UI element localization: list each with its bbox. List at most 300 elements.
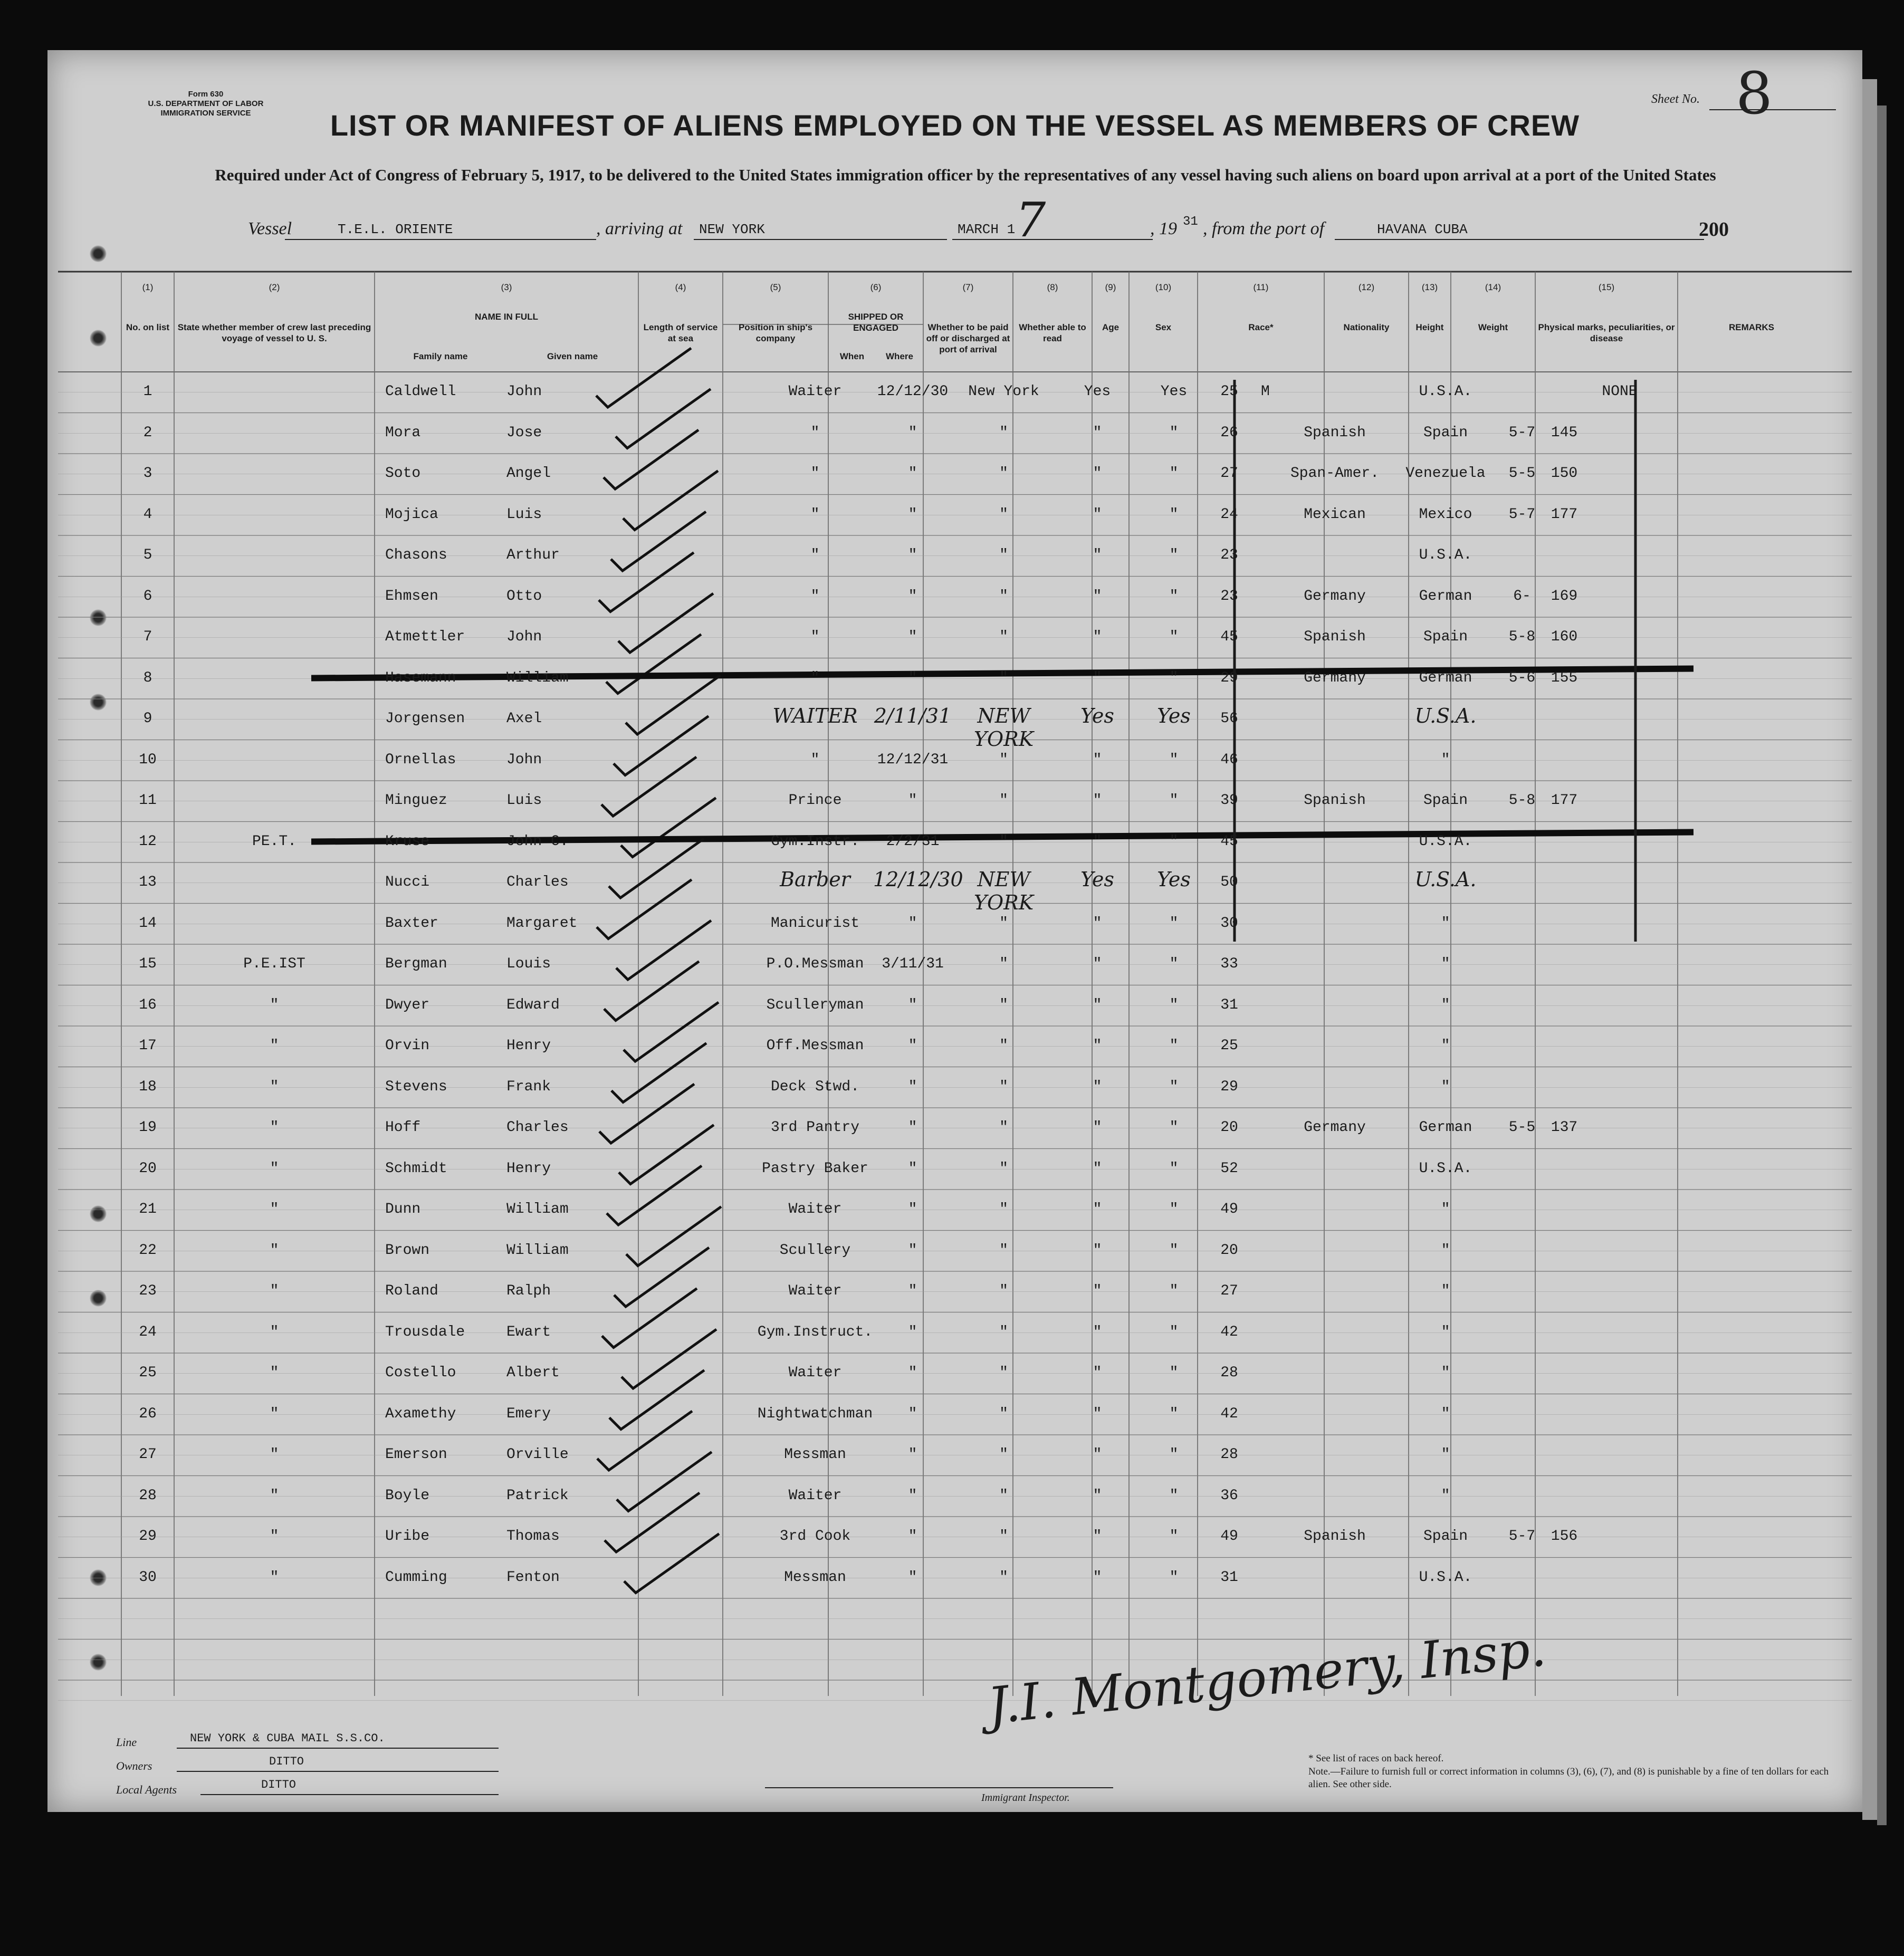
row-nationality: U.S.A. [1419,833,1472,850]
row-given: Charles [506,874,569,890]
row-no: 21 [139,1201,157,1217]
row-read: " [1169,1038,1179,1054]
row-age: 20 [1220,1119,1238,1136]
row-position: Messman [784,1569,846,1586]
row-weight: 177 [1551,506,1578,523]
row-race: Mexican [1304,506,1366,523]
row-family: Caldwell [385,383,456,400]
row-no: 12 [139,833,157,850]
row-age: 27 [1220,465,1238,482]
column-header: Physical marks, peculiarities, or disease [1538,322,1675,343]
row-no: 19 [139,1119,157,1136]
row-where: " [999,1365,1008,1381]
column-header: Weight [1478,322,1508,332]
row-where: " [999,956,1008,972]
row-age: 33 [1220,956,1238,972]
row-nationality: Spain [1423,792,1468,809]
row-no: 6 [143,588,152,605]
row-position: Messman [784,1446,846,1463]
row-read: " [1169,1242,1179,1259]
row-age: 29 [1220,669,1238,686]
row-paid: " [1093,1160,1102,1177]
column-number: (9) [1105,282,1116,292]
row-prev: " [270,1569,279,1586]
row-read: " [1169,629,1179,645]
row-prev: " [270,1160,279,1177]
column-number: (14) [1485,282,1501,292]
row-family: Nucci [385,874,430,890]
row-no: 17 [139,1038,157,1054]
row-read: " [1169,1201,1179,1217]
back-page-edge-2 [1877,106,1887,1825]
row-paid: " [1093,996,1102,1013]
row-age: 23 [1220,547,1238,563]
row-given: John C. [506,833,569,850]
row-given: Ralph [506,1283,551,1299]
row-read: " [1169,1283,1179,1299]
row-family: Chasons [385,547,447,563]
row-read: " [1169,956,1179,972]
page-title: LIST OR MANIFEST OF ALIENS EMPLOYED ON THE VESSEL AS MEMBERS OF CREW [330,109,1580,142]
row-family: Kruse [385,833,430,850]
row-read: " [1169,506,1179,523]
row-family: Orvin [385,1038,430,1054]
row-where: " [999,465,1008,482]
row-nationality: " [1441,1446,1450,1463]
row-nationality: U.S.A. [1419,1569,1472,1586]
row-position: " [810,465,820,482]
row-age: 56 [1220,711,1238,727]
row-no: 2 [143,424,152,441]
row-age: 28 [1220,1365,1238,1381]
row-race: Germany [1304,588,1366,605]
row-position: " [810,629,820,645]
row-position: 3rd Cook [779,1528,851,1545]
row-prev: " [270,1283,279,1299]
agents-label: Local Agents [116,1783,177,1796]
row-no: 29 [139,1528,157,1545]
row-no: 27 [139,1446,157,1463]
row-given: Margaret [506,915,578,932]
row-height: 5-8 [1508,792,1536,809]
row-position: P.O.Messman [766,956,864,972]
row-when: " [908,1160,917,1177]
row-age: 28 [1220,1446,1238,1463]
row-no: 16 [139,996,157,1013]
row-family: Stevens [385,1078,447,1095]
row-weight: 160 [1551,629,1578,645]
row-race: Spanish [1304,424,1366,441]
row-nationality: U.S.A. [1414,868,1477,891]
row-given: Arthur [506,547,560,563]
column-number: (8) [1047,282,1058,292]
row-when: " [908,1242,917,1259]
row-when: " [908,629,917,645]
column-number: (1) [142,282,154,292]
row-age: 49 [1220,1528,1238,1545]
row-family: Jorgensen [385,711,465,727]
row-age: 42 [1220,1405,1238,1422]
row-no: 18 [139,1078,157,1095]
row-prev: " [270,1405,279,1422]
row-prev: " [270,1528,279,1545]
row-when: " [908,915,917,932]
row-position: 3rd Pantry [770,1119,860,1136]
row-family: Roland [385,1283,438,1299]
row-read: " [1169,1119,1179,1136]
row-family: Soto [385,465,421,482]
row-age: 42 [1220,1324,1238,1340]
column-header: Height [1415,322,1444,332]
row-read: Yes [1160,383,1188,400]
row-nationality: " [1441,1283,1450,1299]
row-when: " [908,1487,917,1504]
service-name: IMMIGRATION SERVICE [160,109,251,118]
row-nationality: " [1441,1487,1450,1504]
row-race: Span-Amer. [1290,465,1380,482]
row-nationality: Mexico [1419,506,1472,523]
row-given: Jose [506,424,542,441]
row-when: " [908,506,917,523]
row-family: Ornellas [385,751,456,768]
row-age: 30 [1220,915,1238,932]
row-paid: " [1093,1038,1102,1054]
row-given: Ewart [506,1324,551,1340]
column-number: (2) [269,282,280,292]
column-subheader: When [839,351,865,361]
arriving-label: , arriving at [596,219,683,238]
row-read: Yes [1157,868,1191,891]
row-given: John [506,383,542,400]
row-family: Schmidt [385,1160,447,1177]
row-where: " [999,1283,1008,1299]
row-when: " [908,996,917,1013]
row-paid: Yes [1084,383,1111,400]
row-where: " [999,1569,1008,1586]
row-paid: " [1093,1201,1102,1217]
row-age: 26 [1220,424,1238,441]
row-age: 29 [1220,1078,1238,1095]
manifest-sheet [47,50,1862,1812]
row-nationality: German [1419,588,1472,605]
row-position: " [810,669,820,686]
row-when: " [908,1283,917,1299]
owners-underline [177,1771,499,1772]
row-given: Fenton [506,1569,560,1586]
row-nationality: " [1441,996,1450,1013]
row-no: 7 [143,629,152,645]
row-age: 49 [1220,1201,1238,1217]
row-prev: P.E.IST [243,956,305,972]
row-position: Nightwatchman [757,1405,873,1422]
row-paid: " [1093,792,1102,809]
row-age: 25 [1220,1038,1238,1054]
row-nationality: " [1441,1324,1450,1340]
row-read: " [1169,1405,1179,1422]
row-where: " [999,792,1008,809]
column-header: Age [1102,322,1120,332]
inspector-underline [765,1787,1113,1788]
arrival-day-handwritten: 7 [1016,193,1046,248]
row-paid: " [1093,1446,1102,1463]
row-when: 12/12/30 [877,383,949,400]
row-position: Waiter [788,1201,842,1217]
row-where: " [999,629,1008,645]
row-prev: " [270,1487,279,1504]
row-read: " [1169,1446,1179,1463]
check-mark [626,675,721,734]
column-header: Whether able to read [1019,322,1086,343]
row-read: " [1169,1487,1179,1504]
column-subheader: Given name [547,351,598,361]
row-nationality: " [1441,1201,1450,1217]
row-when: 2/2/31 [886,833,940,850]
row-when: " [908,465,917,482]
column-header: Nationality [1343,322,1390,332]
row-family: Brown [385,1242,430,1259]
row-given: John [506,629,542,645]
row-when: " [908,792,917,809]
row-given: Albert [506,1365,560,1381]
column-header: NAME IN FULL [475,312,538,322]
row-family: Atmettler [385,629,465,645]
row-paid: " [1093,833,1102,850]
row-when: " [908,669,917,686]
row-nationality: German [1419,669,1472,686]
check-mark [626,1207,721,1266]
column-subheader: Where [886,351,913,361]
row-paid: " [1093,1242,1102,1259]
row-race: Spanish [1304,1528,1366,1545]
row-where: " [999,1078,1008,1095]
row-given: William [506,1242,569,1259]
row-given: Henry [506,1038,551,1054]
column-header: SHIPPED OR ENGAGED [848,312,904,333]
row-no: 8 [143,669,152,686]
column-number: (4) [675,282,686,292]
row-nationality: " [1441,751,1450,768]
column-subheader: Family name [413,351,468,361]
row-position: Waiter [788,1365,842,1381]
row-read: " [1169,915,1179,932]
row-position: Waiter [788,383,842,400]
row-height: 5-7 [1508,506,1536,523]
row-read: " [1169,1324,1179,1340]
row-when: " [908,1365,917,1381]
row-paid: Yes [1080,704,1114,727]
row-family: Trousdale [385,1324,465,1340]
line-underline [177,1748,499,1749]
row-no: 4 [143,506,152,523]
row-no: 22 [139,1242,157,1259]
row-no: 15 [139,956,157,972]
row-where: New York [968,383,1039,400]
column-number: (15) [1598,282,1615,292]
row-age: 24 [1220,506,1238,523]
row-paid: " [1093,506,1102,523]
row-position: Gym.Instruct. [757,1324,873,1340]
department-name: U.S. DEPARTMENT OF LABOR [148,99,264,108]
row-height: 5-5 [1508,465,1536,482]
row-family: Cumming [385,1569,447,1586]
row-no: 26 [139,1405,157,1422]
row-family: Baxter [385,915,438,932]
year-prefix: , 19 [1150,219,1177,238]
row-given: Frank [506,1078,551,1095]
back-page-edge [1862,79,1877,1820]
row-when: 12/12/30 [873,868,963,891]
row-position: Scullery [779,1242,851,1259]
row-when: 2/11/31 [874,704,952,727]
page-subtitle: Required under Act of Congress of February 5, 1917, to be delivered to the United States immigration officer by the representatives of any vessel having such aliens on board upon arrival at a port of the United States [215,166,1716,184]
row-nationality: " [1441,956,1450,972]
column-header: Race* [1248,322,1274,332]
row-family: Emerson [385,1446,447,1463]
races-note: * See list of races on back hereof. [1308,1753,1444,1764]
row-given: Louis [506,956,551,972]
row-family: Boyle [385,1487,430,1504]
arrival-port: NEW YORK [699,222,765,237]
column-number: (6) [870,282,882,292]
row-weight: 177 [1551,792,1578,809]
column-number: (3) [501,282,512,292]
row-paid: " [1093,588,1102,605]
row-position: Prince [788,792,842,809]
row-prev: " [270,1324,279,1340]
column-header: Position in ship's company [738,322,813,343]
row-given: Otto [506,588,542,605]
row-family: Mojica [385,506,438,523]
row-when: " [908,1078,917,1095]
row-nationality: U.S.A. [1419,1160,1472,1177]
row-read: " [1169,1078,1179,1095]
row-no: 1 [143,383,152,400]
row-paid: " [1093,1078,1102,1095]
row-no: 14 [139,915,157,932]
row-where: " [999,1324,1008,1340]
row-position: Off.Messman [766,1038,864,1054]
row-race: Spanish [1304,629,1366,645]
row-position: Deck Stwd. [770,1078,860,1095]
row-where: " [999,1487,1008,1504]
row-age: 27 [1220,1283,1238,1299]
row-given: Axel [506,711,542,727]
row-given: William [506,669,569,686]
row-given: Luis [506,506,542,523]
row-when: " [908,1324,917,1340]
sheet-number-value: 8 [1736,60,1773,127]
row-where: " [999,915,1008,932]
row-given: Edward [506,996,560,1013]
row-paid: " [1093,1119,1102,1136]
row-age: 39 [1220,792,1238,809]
row-family: Hasemann [385,669,456,686]
line-label: Line [116,1736,137,1749]
row-weight: 155 [1551,669,1578,686]
row-paid: " [1093,1528,1102,1545]
column-header: No. on list [126,322,170,332]
row-where: " [999,1242,1008,1259]
row-age: 20 [1220,1242,1238,1259]
row-given: Angel [506,465,551,482]
row-no: 23 [139,1283,157,1299]
row-prev: " [270,1446,279,1463]
row-given: Charles [506,1119,569,1136]
row-when: 3/11/31 [882,956,944,972]
row-when: 12/12/31 [877,751,949,768]
row-height: 5-6 [1508,669,1536,686]
row-prev: " [270,1242,279,1259]
row-read: " [1169,1528,1179,1545]
row-race: Germany [1304,669,1366,686]
row-when: " [908,1038,917,1054]
row-no: 11 [139,792,157,809]
row-family: Bergman [385,956,447,972]
vessel-label: Vessel [248,219,292,238]
row-no: 9 [143,711,152,727]
row-where: " [999,1405,1008,1422]
row-position: Gym.Instr. [770,833,860,850]
row-when: " [908,1528,917,1545]
row-age: 50 [1220,874,1238,890]
from-port-label: , from the port of [1203,219,1325,238]
row-given: Henry [506,1160,551,1177]
row-read: " [1169,833,1179,850]
row-paid: " [1093,547,1102,563]
row-position: " [810,424,820,441]
row-nationality: U.S.A. [1419,547,1472,563]
row-paid: " [1093,1283,1102,1299]
row-nationality: U.S.A. [1414,704,1477,727]
row-where: " [999,547,1008,563]
row-where: " [999,1528,1008,1545]
row-age: 23 [1220,588,1238,605]
row-no: 25 [139,1365,157,1381]
row-family: Dunn [385,1201,421,1217]
column-number: (10) [1155,282,1172,292]
row-no: 13 [139,874,157,890]
column-header: Sex [1155,322,1172,332]
row-position: Sculleryman [766,996,864,1013]
row-given: Thomas [506,1528,560,1545]
row-given: John [506,751,542,768]
row-no: 20 [139,1160,157,1177]
row-read: " [1169,1569,1179,1586]
row-weight: 150 [1551,465,1578,482]
row-read: " [1169,996,1179,1013]
row-nationality: German [1419,1119,1472,1136]
row-paid: " [1093,465,1102,482]
row-when: " [908,424,917,441]
row-paid: " [1093,915,1102,932]
row-given: Emery [506,1405,551,1422]
row-weight: 156 [1551,1528,1578,1545]
row-age: 31 [1220,996,1238,1013]
row-read: " [1169,751,1179,768]
row-where: " [999,1038,1008,1054]
owners-label: Owners [116,1759,152,1772]
row-where: " [999,1201,1008,1217]
row-age: 46 [1220,751,1238,768]
manifest-grid [47,50,1862,1812]
row-paid: " [1093,629,1102,645]
row-paid: " [1093,1324,1102,1340]
row-sex: M [1261,383,1270,400]
form-number: Form 630 [188,90,224,99]
row-paid: " [1093,1365,1102,1381]
row-prev: " [270,1038,279,1054]
row-family: Mora [385,424,421,441]
